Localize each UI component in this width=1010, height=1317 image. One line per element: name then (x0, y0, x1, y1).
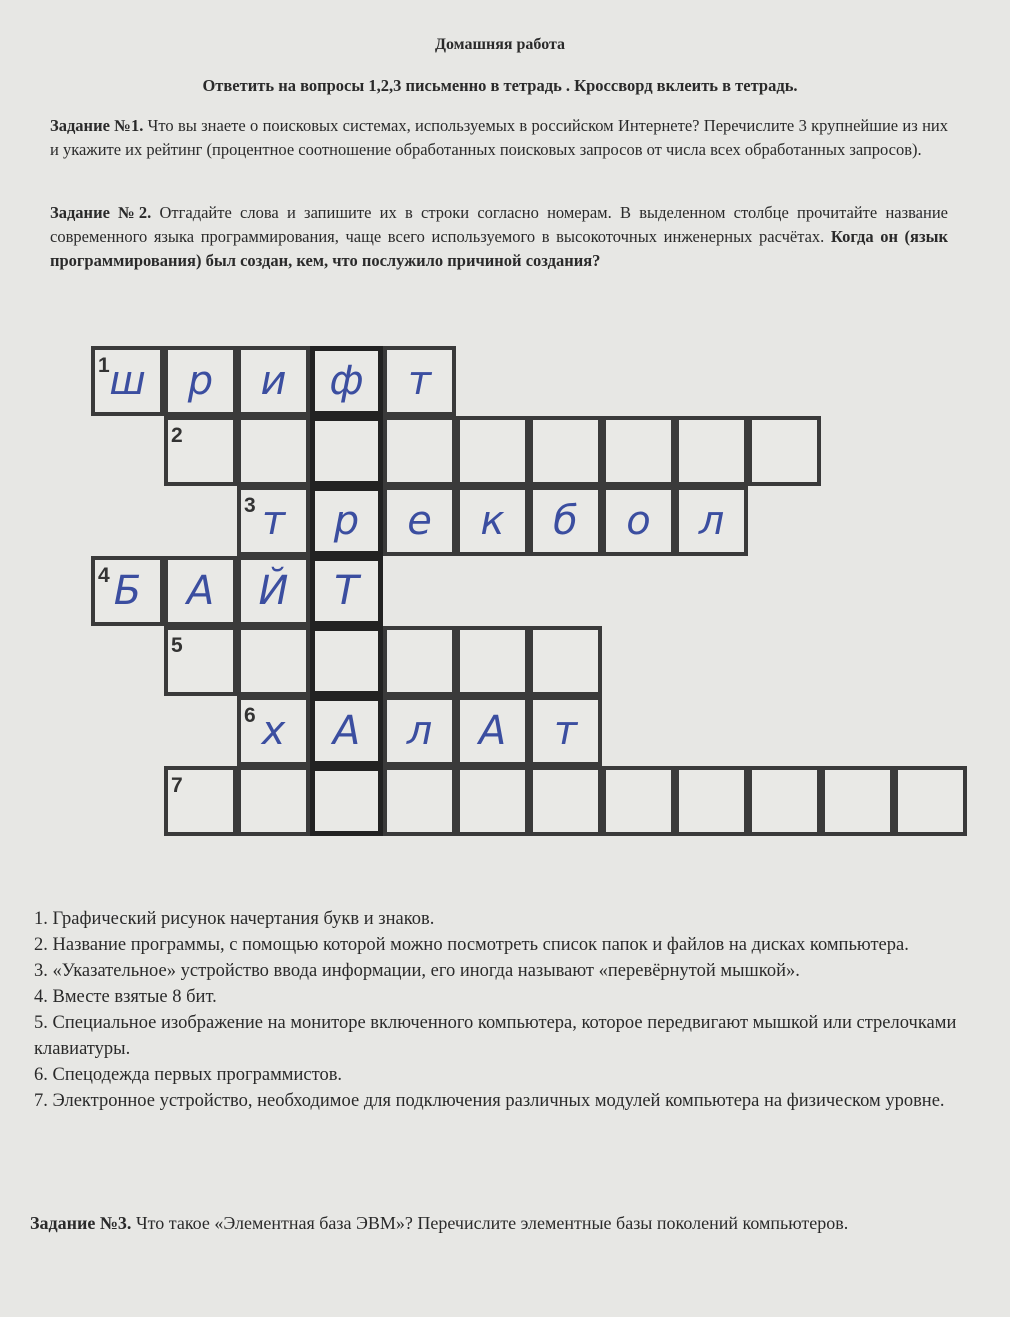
crossword-cell (383, 696, 456, 766)
crossword-cell (237, 556, 310, 626)
handwritten-letter: ф (329, 358, 364, 404)
crossword-cell (310, 486, 383, 556)
handwritten-letter: т (407, 358, 432, 404)
crossword-cell (91, 346, 164, 416)
handwritten-letter: о (626, 498, 651, 544)
clue-item: 2. Название программы, с помощью которой можно посмотреть список папок и файлов на дисках компьютера. (34, 935, 909, 955)
crossword-cell (675, 486, 748, 556)
clue-item: 3. «Указательное» устройство ввода информации, его иногда называют «перевёрнутой мышкой». (34, 961, 800, 981)
instructions: Ответить на вопросы 1,2,3 письменно в тетрадь . Кроссворд вклеить в тетрадь. (202, 76, 798, 95)
crossword-cell (529, 486, 602, 556)
clue-item: 7. Электронное устройство, необходимое для подключения различных модулей компьютера на физическом уровне. (34, 1091, 945, 1111)
crossword-cell (237, 346, 310, 416)
crossword-cell (456, 766, 529, 836)
task-2-question: Когда он (язык программирования) был создан, кем, что послужило причиной создания? (50, 227, 948, 270)
crossword-cell (383, 416, 456, 486)
crossword-cell (164, 766, 237, 836)
crossword-cell (310, 346, 383, 416)
clue-item: 4. Вместе взятые 8 бит. (34, 987, 217, 1007)
crossword-cell (310, 416, 383, 486)
task-1-text: Что вы знаете о поисковых системах, используемых в российском Интернете? Перечислите 3 крупнейшие из них и укажите их рейтинг (процентное соотношение обработанных поисковых запросов от числа всех обработанных запросов). (50, 116, 948, 159)
crossword-cell (237, 696, 310, 766)
handwritten-letter: Т (334, 568, 359, 614)
clue-number: 4 (98, 564, 110, 587)
crossword-cell (675, 766, 748, 836)
page-title: Домашняя работа (434, 36, 566, 53)
handwritten-letter: р (187, 358, 214, 404)
handwritten-letter: к (480, 498, 505, 544)
clue-number: 1 (98, 354, 110, 377)
crossword-cell (310, 626, 383, 696)
crossword-cell (164, 346, 237, 416)
clue-item: 5. Специальное изображение на мониторе включенного компьютера, которое передвигают мышкой или стрелочками клавиатуры. (34, 1013, 957, 1059)
crossword-cell (602, 416, 675, 486)
task-2-text: Отгадайте слова и запишите их в строки согласно номерам. В выделенном столбце прочитайте название современного языка программирования, чаще всего используемого в высокоточных инженерных расчётах. (50, 203, 948, 246)
handwritten-letter: А (186, 568, 215, 614)
clue-number: 7 (171, 774, 183, 797)
task-3-label: Задание №3. (30, 1213, 132, 1233)
crossword-cell (164, 556, 237, 626)
handwritten-letter: л (698, 498, 725, 544)
crossword-cell (602, 486, 675, 556)
crossword-cell (383, 766, 456, 836)
handwritten-letter: е (407, 498, 432, 544)
task-1-label: Задание №1. (50, 116, 144, 135)
crossword-cell (237, 626, 310, 696)
crossword-cell (529, 766, 602, 836)
crossword-cell (237, 416, 310, 486)
crossword-cell (529, 626, 602, 696)
crossword-cell (164, 416, 237, 486)
clue-item: 6. Спецодежда первых программистов. (34, 1065, 343, 1085)
crossword-cell (91, 556, 164, 626)
handwritten-letter: Б (113, 568, 142, 614)
crossword-cell (456, 486, 529, 556)
crossword-cell (310, 696, 383, 766)
crossword-cell (310, 766, 383, 836)
clue-list (34, 906, 974, 1114)
handwritten-letter: б (553, 498, 578, 544)
crossword-cell (894, 766, 967, 836)
crossword-cell (310, 556, 383, 626)
task-2-label: Задание №2. (50, 203, 152, 222)
crossword-cell (456, 696, 529, 766)
crossword-cell (456, 626, 529, 696)
crossword-cell (748, 416, 821, 486)
clue-number: 2 (171, 424, 183, 447)
crossword-cell (602, 766, 675, 836)
handwritten-letter: т (261, 498, 286, 544)
crossword-cell (383, 626, 456, 696)
clue-item: 1. Графический рисунок начертания букв и знаков. (34, 909, 435, 929)
task-3-text: Что такое «Элементная база ЭВМ»? Перечислите элементные базы поколений компьютеров. (131, 1213, 849, 1233)
crossword-cell (164, 626, 237, 696)
handwritten-letter: Й (258, 568, 289, 614)
handwritten-letter: А (332, 708, 361, 754)
clue-number: 5 (171, 634, 183, 657)
handwritten-letter: ш (109, 358, 146, 404)
handwritten-letter: л (406, 708, 433, 754)
crossword-cell (237, 766, 310, 836)
handwritten-letter: т (553, 708, 578, 754)
handwritten-letter: и (260, 358, 287, 404)
crossword-cell (383, 486, 456, 556)
handwritten-letter: А (478, 708, 507, 754)
crossword-cell (529, 696, 602, 766)
crossword-cell (821, 766, 894, 836)
clue-number: 6 (244, 704, 256, 727)
crossword-cell (529, 416, 602, 486)
crossword-cell (456, 416, 529, 486)
crossword-cell (383, 346, 456, 416)
crossword-cell (675, 416, 748, 486)
task-3 (30, 1208, 990, 1238)
crossword-cell (748, 766, 821, 836)
crossword-cell (237, 486, 310, 556)
handwritten-letter: х (261, 708, 286, 754)
handwritten-letter: р (333, 498, 360, 544)
clue-number: 3 (244, 494, 256, 517)
